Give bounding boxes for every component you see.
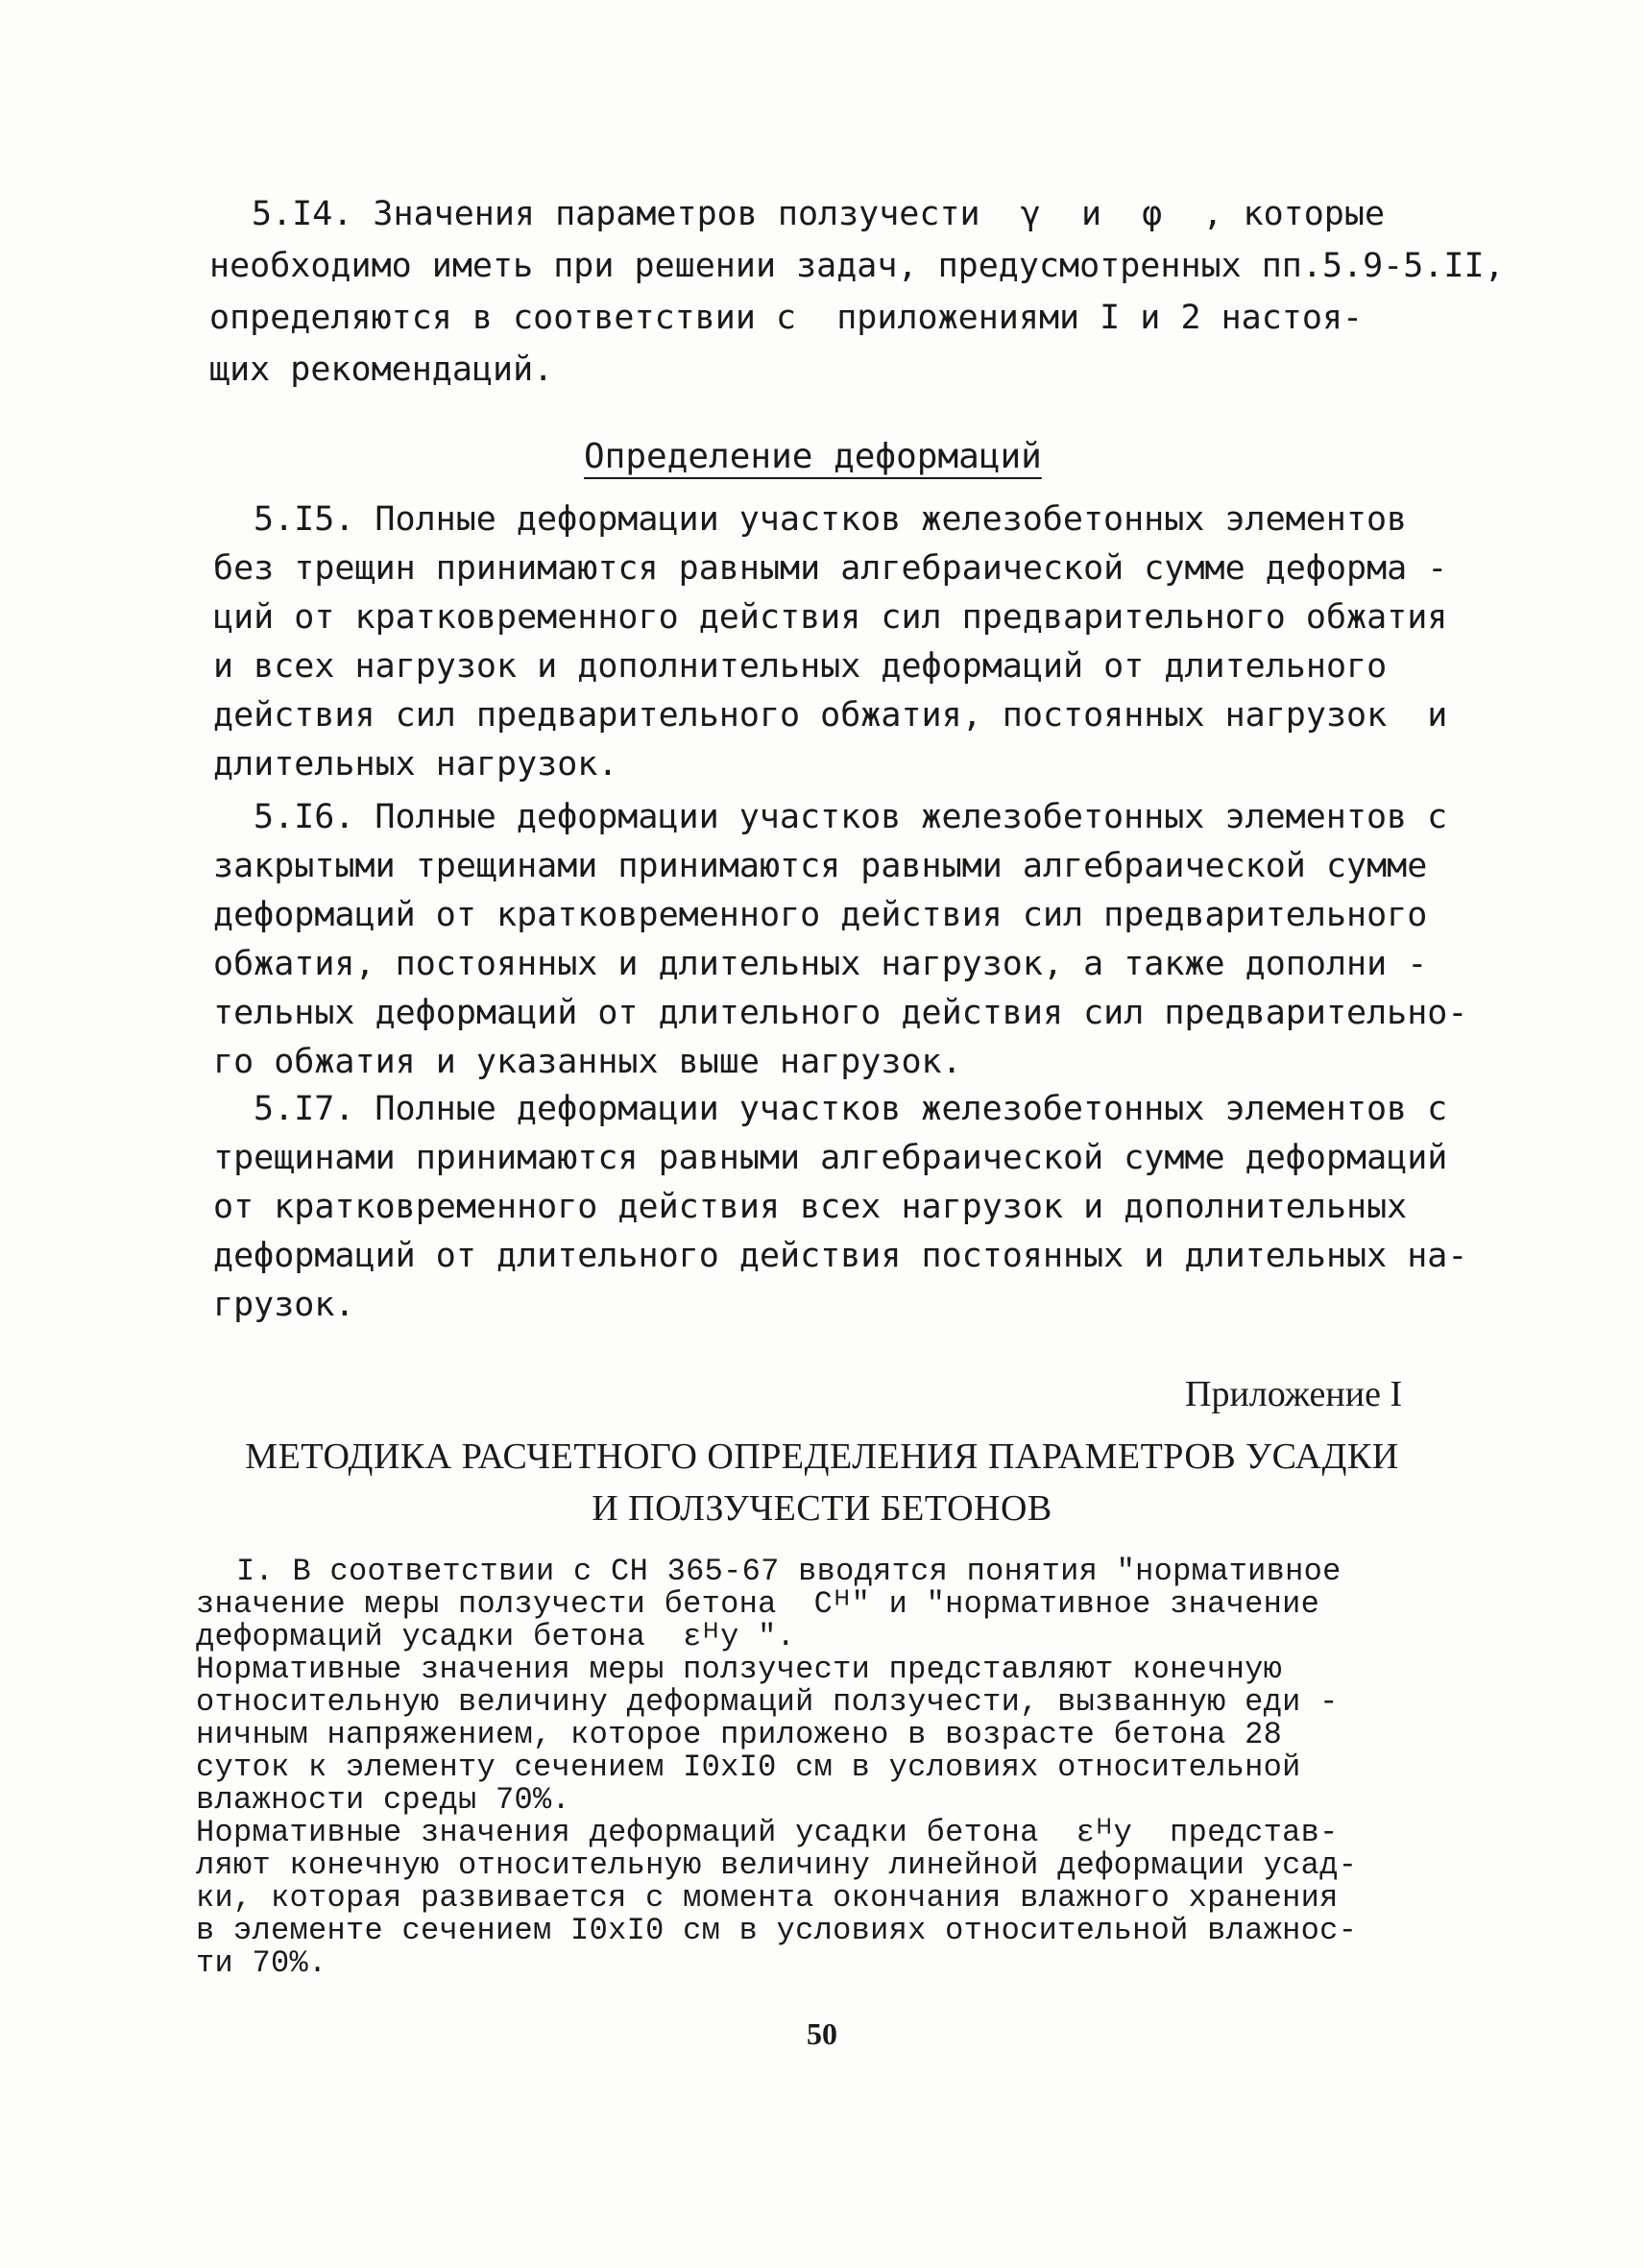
paragraph-line: длительных нагрузок. xyxy=(213,745,618,784)
appendix-line: Нормативные значения деформаций усадки бетона εᴴу представ- xyxy=(196,1815,1339,1850)
paragraph-line: определяются в соответствии с приложениями I и 2 настоя- xyxy=(209,299,1364,337)
appendix-line: деформаций усадки бетона εᴴу ". xyxy=(196,1619,796,1654)
paragraph-line: ций от кратковременного действия сил предварительного обжатия xyxy=(213,598,1448,637)
appendix-title xyxy=(0,1431,1644,1534)
appendix-line: относительную величину деформаций ползучести, вызванную еди - xyxy=(196,1684,1339,1720)
paragraph-line: и всех нагрузок и дополнительных деформаций от длительного xyxy=(213,647,1388,686)
paragraph-line: го обжатия и указанных выше нагрузок. xyxy=(213,1043,962,1081)
appendix-line: значение меры ползучести бетона Сᴴ" и "нормативное значение xyxy=(196,1586,1320,1622)
paragraph-5-16 xyxy=(0,793,1644,1087)
page-number: 50 xyxy=(807,2016,837,2051)
paragraph-5-14 xyxy=(0,188,1644,396)
paragraph-line: от кратковременного действия всех нагрузок и дополнительных xyxy=(213,1188,1408,1226)
appendix-line: Нормативные значения меры ползучести представляют конечную xyxy=(196,1652,1283,1687)
paragraph-line: деформаций от длительного действия постоянных и длительных на- xyxy=(213,1237,1468,1275)
appendix-line: в элементе сечением I0xI0 см в условиях относительной влажнос- xyxy=(196,1913,1358,1948)
appendix-line: влажности среды 70%. xyxy=(196,1782,571,1818)
appendix-line: ти 70%. xyxy=(196,1945,327,1981)
paragraph-line: закрытыми трещинами принимаются равными алгебраической сумме xyxy=(213,847,1428,885)
paragraph-line: без трещин принимаются равными алгебраической сумме деформа - xyxy=(213,549,1448,588)
appendix-line: суток к элементу сечением I0xI0 см в условиях относительной xyxy=(196,1749,1301,1785)
appendix-body xyxy=(0,1556,1644,1980)
paragraph-line: обжатия, постоянных и длительных нагрузок, а также дополни - xyxy=(213,945,1428,983)
paragraph-line: деформаций от кратковременного действия сил предварительного xyxy=(213,896,1428,934)
appendix-line: ляют конечную относительную величину линейной деформации усад- xyxy=(196,1847,1358,1883)
paragraph-line: необходимо иметь при решении задач, предусмотренных пп.5.9-5.II, xyxy=(209,247,1505,285)
paragraph-line: трещинами принимаются равными алгебраической сумме деформаций xyxy=(213,1139,1448,1177)
paragraph-line: грузок. xyxy=(213,1286,355,1324)
paragraph-5-17 xyxy=(0,1085,1644,1330)
paragraph-line: 5.I7. Полные деформации участков железобетонных элементов с xyxy=(254,1090,1448,1128)
paragraph-5-15 xyxy=(0,495,1644,789)
appendix-line: ничным напряжением, которое приложено в возрасте бетона 28 xyxy=(196,1717,1283,1752)
paragraph-line: 5.I5. Полные деформации участков железобетонных элементов xyxy=(254,500,1408,539)
paragraph-line: 5.I4. Значения параметров ползучести γ и φ , которые xyxy=(252,195,1386,233)
appendix-line: ки, которая развивается с момента окончания влажного хранения xyxy=(196,1880,1339,1916)
paragraph-line: действия сил предварительного обжатия, постоянных нагрузок и xyxy=(213,696,1448,735)
appendix-title-line: И ПОЛЗУЧЕСТИ БЕТОНОВ xyxy=(592,1488,1052,1529)
subsection-heading: Определение деформаций xyxy=(584,437,1042,476)
paragraph-line: тельных деформаций от длительного действия сил предварительно- xyxy=(213,994,1468,1032)
appendix-line: I. В соответствии с СН 365-67 вводятся понятия "нормативное xyxy=(236,1554,1342,1589)
paragraph-line: щих рекомендаций. xyxy=(209,350,554,389)
appendix-label: Приложение I xyxy=(1185,1374,1403,1414)
paragraph-line: 5.I6. Полные деформации участков железобетонных элементов с xyxy=(254,798,1448,836)
appendix-title-line: МЕТОДИКА РАСЧЕТНОГО ОПРЕДЕЛЕНИЯ ПАРАМЕТРОВ УСАДКИ xyxy=(245,1436,1399,1477)
